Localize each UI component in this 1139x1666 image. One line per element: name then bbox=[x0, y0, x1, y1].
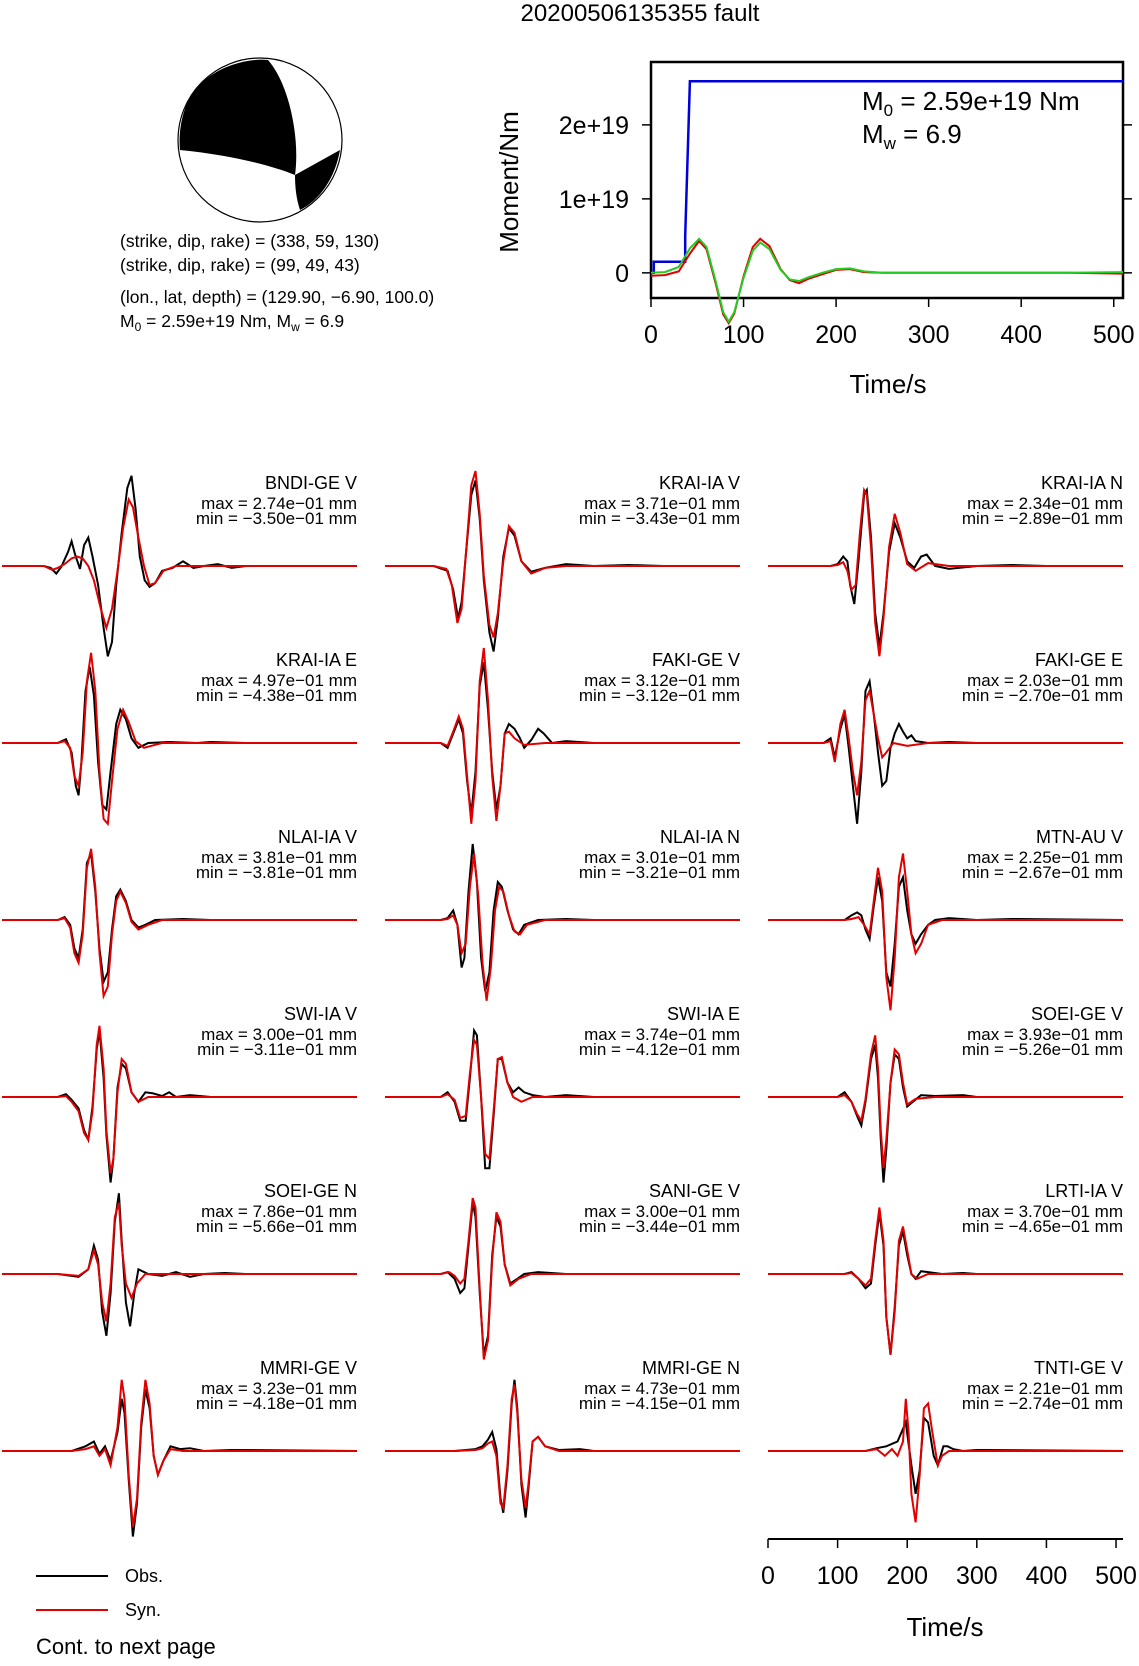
max-amplitude-label: max = 3.23e−01 mm bbox=[201, 1379, 357, 1398]
trace-panel bbox=[768, 650, 1123, 824]
observed-trace bbox=[768, 877, 1123, 986]
min-amplitude-label: min = −3.43e−01 mm bbox=[578, 509, 740, 528]
moment-annotation-m0-rest: = 2.59e+19 Nm bbox=[893, 86, 1080, 116]
moment-ytick-label: 1e+19 bbox=[558, 185, 629, 214]
legend-syn-label: Syn. bbox=[125, 1600, 162, 1620]
trace-panel bbox=[385, 648, 740, 824]
min-amplitude-label: min = −5.26e−01 mm bbox=[961, 1040, 1123, 1059]
station-label: TNTI-GE V bbox=[1034, 1358, 1123, 1378]
station-label: MTN-AU V bbox=[1036, 827, 1123, 847]
moment-magnitude-label: $M_0 = 2.59e+19$ Nm, $M_w = 6.9$ bbox=[120, 311, 345, 334]
location-label: (lon., lat, depth) = (129.90, −6.90, 100.0) bbox=[120, 287, 435, 307]
trace-panel bbox=[385, 827, 740, 1001]
max-amplitude-label: max = 2.25e−01 mm bbox=[967, 848, 1123, 867]
trace-xtick-label: 200 bbox=[886, 1562, 929, 1590]
min-amplitude-label: min = −4.15e−01 mm bbox=[578, 1394, 740, 1413]
min-amplitude-label: min = −3.11e−01 mm bbox=[197, 1040, 357, 1059]
station-label: SWI-IA V bbox=[283, 1004, 357, 1024]
max-amplitude-label: max = 4.97e−01 mm bbox=[201, 671, 357, 690]
max-amplitude-label: max = 2.74e−01 mm bbox=[201, 494, 357, 513]
trace-panel bbox=[2, 1004, 357, 1183]
min-amplitude-label: min = −2.74e−01 mm bbox=[961, 1394, 1123, 1413]
moment-ytick-label: 2e+19 bbox=[558, 111, 629, 140]
max-amplitude-label: max = 2.21e−01 mm bbox=[967, 1379, 1123, 1398]
min-amplitude-label: min = −4.65e−01 mm bbox=[961, 1217, 1123, 1236]
moment-ytick-label: 0 bbox=[615, 259, 629, 288]
trace-panel bbox=[2, 1181, 357, 1336]
max-amplitude-label: max = 2.34e−01 mm bbox=[967, 494, 1123, 513]
max-amplitude-label: max = 3.93e−01 mm bbox=[967, 1025, 1123, 1044]
moment-xtick-label: 100 bbox=[722, 321, 765, 349]
min-amplitude-label: min = −2.67e−01 mm bbox=[961, 863, 1123, 882]
station-label: MMRI-GE N bbox=[642, 1358, 740, 1378]
moment-chart-xlabel: Time/s bbox=[849, 369, 927, 399]
station-label: NLAI-IA N bbox=[659, 827, 740, 847]
max-amplitude-label: max = 3.71e−01 mm bbox=[584, 494, 740, 513]
trace-panel bbox=[2, 650, 357, 824]
trace-xtick-label: 500 bbox=[1095, 1562, 1137, 1590]
max-amplitude-label: max = 3.81e−01 mm bbox=[201, 848, 357, 867]
moment-annotation-mw: $M_w = 6.9$ bbox=[862, 119, 962, 153]
max-amplitude-label: max = 2.03e−01 mm bbox=[967, 671, 1123, 690]
station-label: LRTI-IA V bbox=[1045, 1181, 1123, 1201]
min-amplitude-label: min = −2.89e−01 mm bbox=[961, 509, 1123, 528]
min-amplitude-label: min = −3.81e−01 mm bbox=[195, 863, 357, 882]
trace-panel bbox=[768, 473, 1123, 656]
station-label: SANI-GE V bbox=[648, 1181, 740, 1201]
max-amplitude-label: max = 3.00e−01 mm bbox=[584, 1202, 740, 1221]
trace-panel bbox=[768, 1004, 1123, 1183]
trace-panel bbox=[2, 473, 357, 656]
observed-trace bbox=[768, 1045, 1123, 1183]
observed-trace bbox=[768, 1418, 1123, 1494]
trace-xtick-label: 300 bbox=[955, 1562, 998, 1590]
station-label: SWI-IA E bbox=[666, 1004, 740, 1024]
moment-chart bbox=[494, 62, 1135, 399]
min-amplitude-label: min = −4.18e−01 mm bbox=[195, 1394, 357, 1413]
trace-panel bbox=[2, 827, 357, 996]
plane-2-label: (strike, dip, rake) = (99, 49, 43) bbox=[120, 255, 360, 275]
station-label: SOEI-GE V bbox=[1030, 1004, 1123, 1024]
mw-value: 6.9 bbox=[319, 311, 345, 331]
min-amplitude-label: min = −3.44e−01 mm bbox=[578, 1217, 740, 1236]
m0-value: 2.59e+19 bbox=[161, 311, 235, 331]
moment-xtick-label: 500 bbox=[1092, 321, 1135, 349]
max-amplitude-label: max = 3.12e−01 mm bbox=[584, 671, 740, 690]
moment-xtick-label: 0 bbox=[644, 321, 658, 349]
moment-chart-ylabel: Moment/Nm bbox=[494, 111, 524, 253]
min-amplitude-label: min = −4.12e−01 mm bbox=[578, 1040, 740, 1059]
moment-xtick-label: 400 bbox=[1000, 321, 1043, 349]
station-label: FAKI-GE E bbox=[1034, 650, 1123, 670]
trace-panel bbox=[385, 471, 740, 652]
trace-panel bbox=[768, 1358, 1123, 1522]
min-amplitude-label: min = −5.66e−01 mm bbox=[195, 1217, 357, 1236]
max-amplitude-label: max = 3.74e−01 mm bbox=[584, 1025, 740, 1044]
trace-panel bbox=[385, 1181, 740, 1360]
trace-panel bbox=[2, 1358, 357, 1537]
trace-xtick-label: 0 bbox=[761, 1562, 775, 1590]
trace-xtick-label: 400 bbox=[1025, 1562, 1068, 1590]
station-label: SOEI-GE N bbox=[263, 1181, 357, 1201]
station-label: BNDI-GE V bbox=[264, 473, 357, 493]
page-title: 20200506135355 fault bbox=[520, 0, 760, 27]
min-amplitude-label: min = −3.12e−01 mm bbox=[578, 686, 740, 705]
trace-panel bbox=[768, 827, 1123, 1010]
min-amplitude-label: min = −4.38e−01 mm bbox=[195, 686, 357, 705]
max-amplitude-label: max = 3.70e−01 mm bbox=[967, 1202, 1123, 1221]
min-amplitude-label: min = −3.50e−01 mm bbox=[195, 509, 357, 528]
trace-panel bbox=[385, 1004, 740, 1168]
trace-xtick-label: 100 bbox=[816, 1562, 859, 1590]
station-label: FAKI-GE V bbox=[651, 650, 740, 670]
max-amplitude-label: max = 4.73e−01 mm bbox=[584, 1379, 740, 1398]
station-label: KRAI-IA V bbox=[658, 473, 740, 493]
moment-series-2 bbox=[651, 239, 1123, 322]
synthetic-trace bbox=[768, 691, 1123, 796]
max-amplitude-label: max = 7.86e−01 mm bbox=[201, 1202, 357, 1221]
moment-xtick-label: 300 bbox=[907, 321, 950, 349]
synthetic-trace bbox=[768, 1399, 1123, 1523]
plane-1-label: (strike, dip, rake) = (338, 59, 130) bbox=[120, 231, 380, 251]
station-label: KRAI-IA E bbox=[275, 650, 357, 670]
trace-time-axis-label: Time/s bbox=[906, 1612, 984, 1642]
station-label: NLAI-IA V bbox=[277, 827, 357, 847]
moment-annotation-m0: $M_0 = 2.59e+19$ Nm bbox=[862, 86, 1080, 120]
station-label: MMRI-GE V bbox=[260, 1358, 357, 1378]
max-amplitude-label: max = 3.00e−01 mm bbox=[201, 1025, 357, 1044]
legend-obs-label: Obs. bbox=[125, 1566, 164, 1586]
min-amplitude-label: min = −2.70e−01 mm bbox=[961, 686, 1123, 705]
trace-panel bbox=[768, 1181, 1123, 1355]
max-amplitude-label: max = 3.01e−01 mm bbox=[584, 848, 740, 867]
moment-xtick-label: 200 bbox=[815, 321, 857, 349]
station-label: KRAI-IA N bbox=[1040, 473, 1123, 493]
beachball bbox=[178, 58, 342, 222]
legend bbox=[36, 1566, 163, 1620]
trace-time-axis bbox=[761, 1539, 1137, 1642]
trace-panel bbox=[385, 1358, 740, 1518]
min-amplitude-label: min = −3.21e−01 mm bbox=[578, 863, 740, 882]
waveform-panels bbox=[2, 471, 1123, 1537]
continue-label: Cont. to next page bbox=[36, 1634, 216, 1659]
